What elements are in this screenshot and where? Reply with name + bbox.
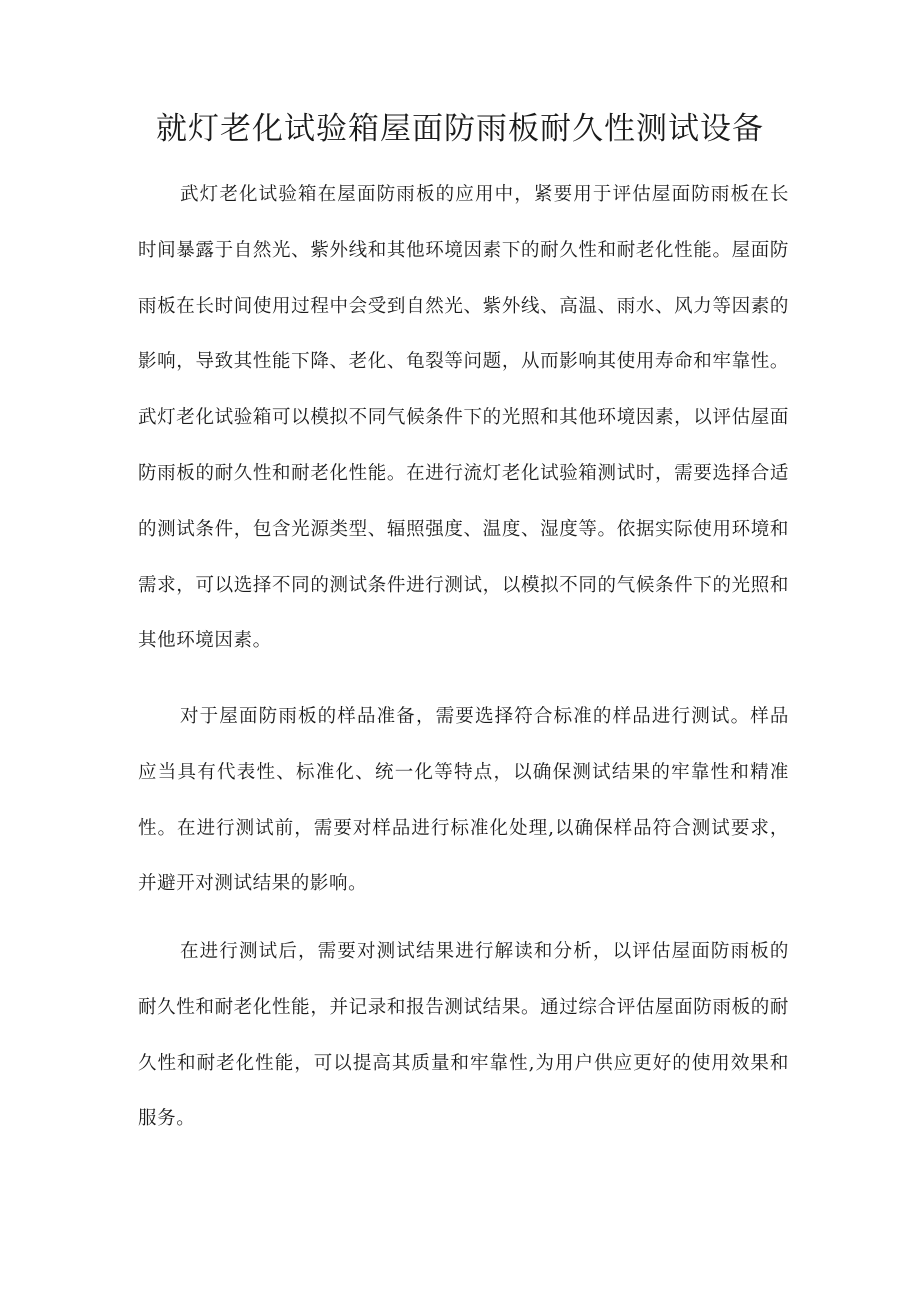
body-paragraph-3: 在进行测试后，需要对测试结果进行解读和分析，以评估屋面防雨板的耐久性和耐老化性能，并记录和报告测试结果。通过综合评估屋面防雨板的耐久性和耐老化性能，可以提高其质量和牢靠性,为用户供应更好的使用效果和服务。	[138, 941, 789, 1130]
body-paragraph-1: 武灯老化试验箱在屋面防雨板的应用中，紧要用于评估屋面防雨板在长时间暴露于自然光、紫外线和其他环境因素下的耐久性和耐老化性能。屋面防雨板在长时间使用过程中会受到自然光、紫外线、高温、雨水、风力等因素的影响，导致其性能下降、老化、龟裂等问题，从而影响其使用寿命和牢靠性。武灯老化试验箱可以模拟不同气候条件下的光照和其他环境因素，以评估屋面防雨板的耐久性和耐老化性能。在进行流灯老化试验箱测试时，需要选择合适的测试条件，包含光源类型、辐照强度、温度、湿度等。依据实际使用环境和需求，可以选择不同的测试条件进行测试，以模拟不同的气候条件下的光照和其他环境因素。	[138, 184, 789, 652]
document-title: 就灯老化试验箱屋面防雨板耐久性测试设备	[156, 111, 764, 147]
body-paragraph-2: 对于屋面防雨板的样品准备，需要选择符合标准的样品进行测试。样品应当具有代表性、标准化、统一化等特点，以确保测试结果的牢靠性和精准性。在进行测试前，需要对样品进行标准化处理,以确保样品符合测试要求，并避开对测试结果的影响。	[138, 706, 789, 895]
